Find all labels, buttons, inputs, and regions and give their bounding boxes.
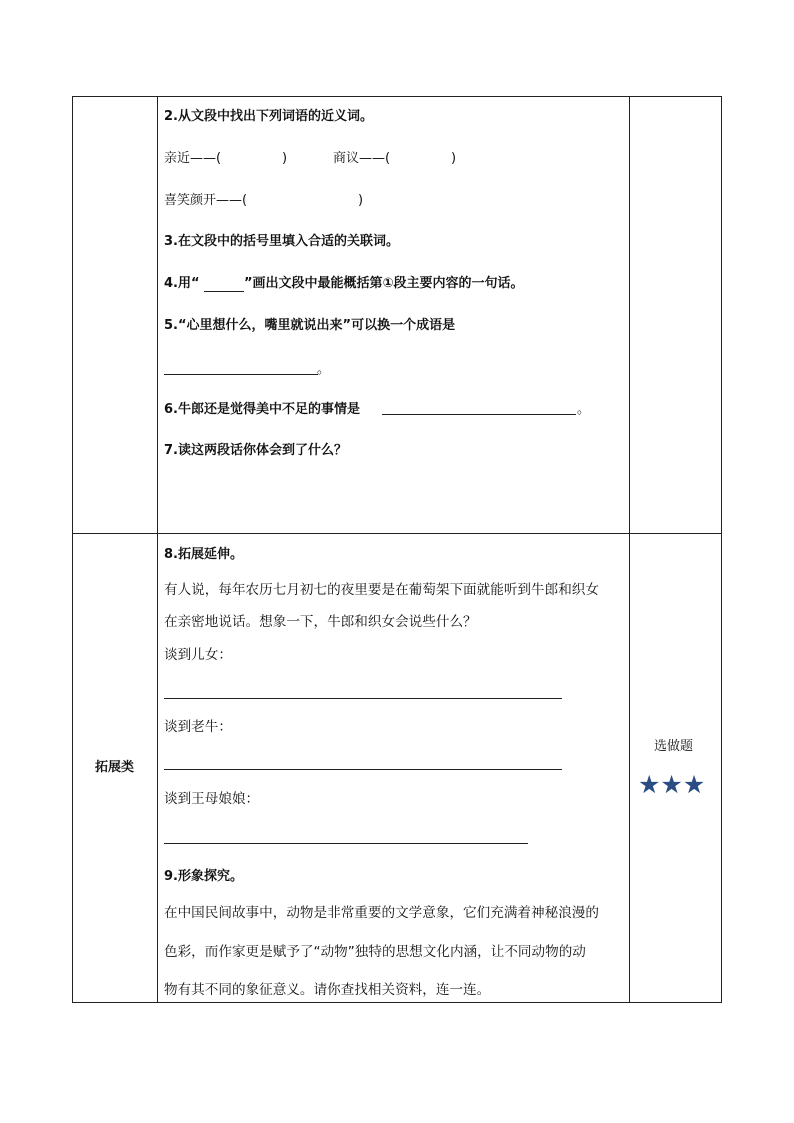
q2-item-2-close: ) <box>451 151 457 166</box>
q2-item-2-label: 商议——( <box>333 151 391 166</box>
question-2: 2.从文段中找出下列词语的近义词。 <box>164 109 373 124</box>
q6-period: 。 <box>577 402 591 417</box>
table-border-bottom <box>72 1002 722 1003</box>
topic-children: 谈到儿女： <box>164 647 232 663</box>
q6-answer-line[interactable] <box>382 414 576 415</box>
q4-underline-sample <box>204 291 244 292</box>
q9-text-line-1: 在中国民间故事中，动物是非常重要的文学意象，它们充满着神秘浪漫的 <box>164 905 599 921</box>
category-label: 拓展类 <box>95 760 135 775</box>
table-border-left <box>72 96 73 1003</box>
question-6: 6.牛郎还是觉得美中不足的事情是 <box>164 402 360 417</box>
q8-text-line-1: 有人说，每年农历七月初七的夜里要是在葡萄架下面就能听到牛郎和织女 <box>164 582 599 598</box>
question-4-end: ”画出文段中最能概括第①段主要内容的一句话。 <box>244 276 524 291</box>
table-divider-col2 <box>629 96 630 1003</box>
topic-children-answer-line[interactable] <box>164 698 562 699</box>
topic-old-ox-answer-line[interactable] <box>164 769 562 770</box>
question-4-start: 4.用“ <box>164 276 200 291</box>
q5-period: 。 <box>317 362 331 377</box>
question-7: 7.读这两段话你体会到了什么？ <box>164 443 347 458</box>
rating-stars-icon: ★★★ <box>638 770 706 799</box>
question-8: 8.拓展延伸。 <box>164 547 243 562</box>
table-divider-col1 <box>157 96 158 1003</box>
table-row-divider <box>72 533 722 534</box>
q8-text-line-2: 在亲密地说话。想象一下，牛郎和织女会说些什么？ <box>164 614 477 630</box>
q2-item-1-close: ) <box>282 151 288 166</box>
question-9: 9.形象探究。 <box>164 869 243 884</box>
question-3: 3.在文段中的括号里填入合适的关联词。 <box>164 234 399 249</box>
topic-old-ox: 谈到老牛： <box>164 719 232 735</box>
q2-item-1-label: 亲近——( <box>164 151 222 166</box>
difficulty-label: 选做题 <box>654 739 694 754</box>
table-border-top <box>72 96 722 97</box>
topic-queen-mother-answer-line[interactable] <box>164 843 528 844</box>
q9-text-line-3: 物有其不同的象征意义。请你查找相关资料，连一连。 <box>164 982 491 998</box>
q2-item-3-label: 喜笑颜开——( <box>164 193 248 208</box>
question-5: 5.“心里想什么，嘴里就说出来”可以换一个成语是 <box>164 318 456 333</box>
topic-queen-mother: 谈到王母娘娘： <box>164 791 260 807</box>
q5-answer-line[interactable] <box>164 374 318 375</box>
q9-text-line-2: 色彩，而作家更是赋予了“动物”独特的思想文化内涵，让不同动物的动 <box>164 944 586 960</box>
table-border-right <box>721 96 722 1003</box>
q2-item-3-close: ) <box>358 193 364 208</box>
